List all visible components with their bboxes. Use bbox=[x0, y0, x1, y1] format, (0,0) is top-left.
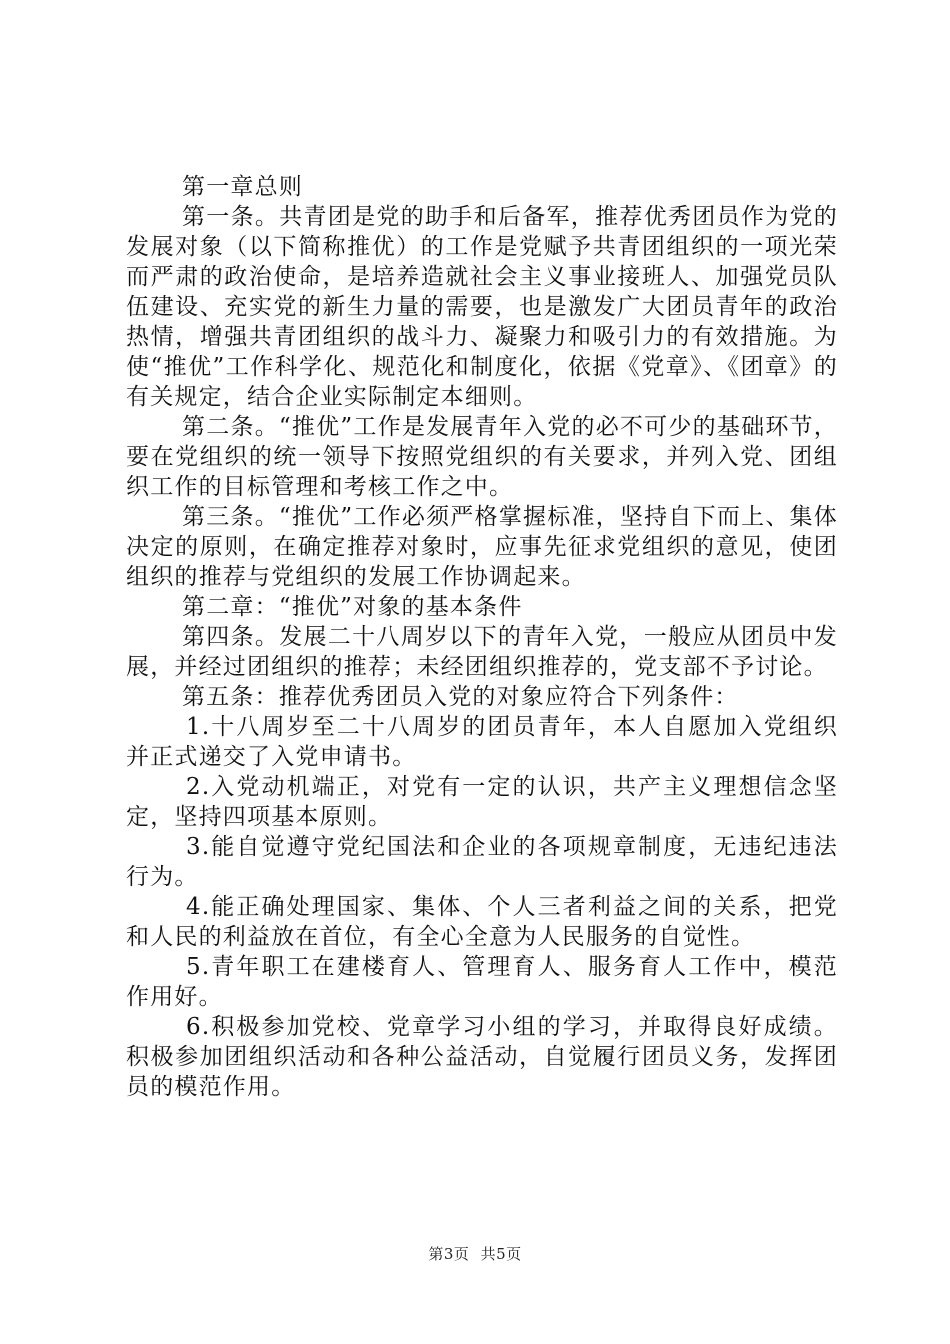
condition-item: 6.积极参加党校、党章学习小组的学习，并取得良好成绩。积极参加团组织活动和各种公益活动，自觉履行团员义务，发挥团员的模范作用。 bbox=[126, 1014, 838, 1100]
page-total: 共5页 bbox=[480, 1245, 522, 1263]
condition-item: 4.能正确处理国家、集体、个人三者利益之间的关系，把党和人民的利益放在首位，有全心全意为人民服务的自觉性。 bbox=[126, 894, 838, 950]
article-paragraph: 第三条。“推优”工作必须严格掌握标准，坚持自下而上、集体决定的原则，在确定推荐对象时，应事先征求党组织的意见，使团组织的推荐与党组织的发展工作协调起来。 bbox=[126, 504, 838, 590]
article-paragraph: 第四条。发展二十八周岁以下的青年入党，一般应从团员中发展，并经过团组织的推荐；未经团组织推荐的，党支部不予讨论。 bbox=[126, 624, 838, 680]
article-paragraph: 第一条。共青团是党的助手和后备军，推荐优秀团员作为党的发展对象（以下简称推优）的工作是党赋予共青团组织的一项光荣而严肃的政治使命，是培养造就社会主义事业接班人、加强党员队伍建设、充实党的新生力量的需要，也是激发广大团员青年的政治热情，增强共青团组织的战斗力、凝聚力和吸引力的有效措施。为使“推优”工作科学化、规范化和制度化，依据《党章》、《团章》的有关规定，结合企业实际制定本细则。 bbox=[126, 204, 838, 410]
page-footer bbox=[0, 1243, 950, 1264]
chapter-heading: 第一章总则 bbox=[182, 174, 303, 200]
chapter-heading: 第二章：“推优”对象的基本条件 bbox=[182, 594, 523, 620]
condition-item: 1.十八周岁至二十八周岁的团员青年，本人自愿加入党组织并正式递交了入党申请书。 bbox=[126, 714, 838, 770]
condition-item: 2.入党动机端正，对党有一定的认识，共产主义理想信念坚定，坚持四项基本原则。 bbox=[126, 774, 838, 830]
page-number: 第3页 bbox=[428, 1245, 470, 1263]
document-body bbox=[126, 172, 838, 1102]
article-paragraph: 第五条：推荐优秀团员入党的对象应符合下列条件： bbox=[182, 684, 739, 710]
article-paragraph: 第二条。“推优”工作是发展青年入党的必不可少的基础环节，要在党组织的统一领导下按照党组织的有关要求，并列入党、团组织工作的目标管理和考核工作之中。 bbox=[126, 414, 838, 500]
condition-item: 5.青年职工在建楼育人、管理育人、服务育人工作中，模范作用好。 bbox=[126, 954, 838, 1010]
condition-item: 3.能自觉遵守党纪国法和企业的各项规章制度，无违纪违法行为。 bbox=[126, 834, 838, 890]
